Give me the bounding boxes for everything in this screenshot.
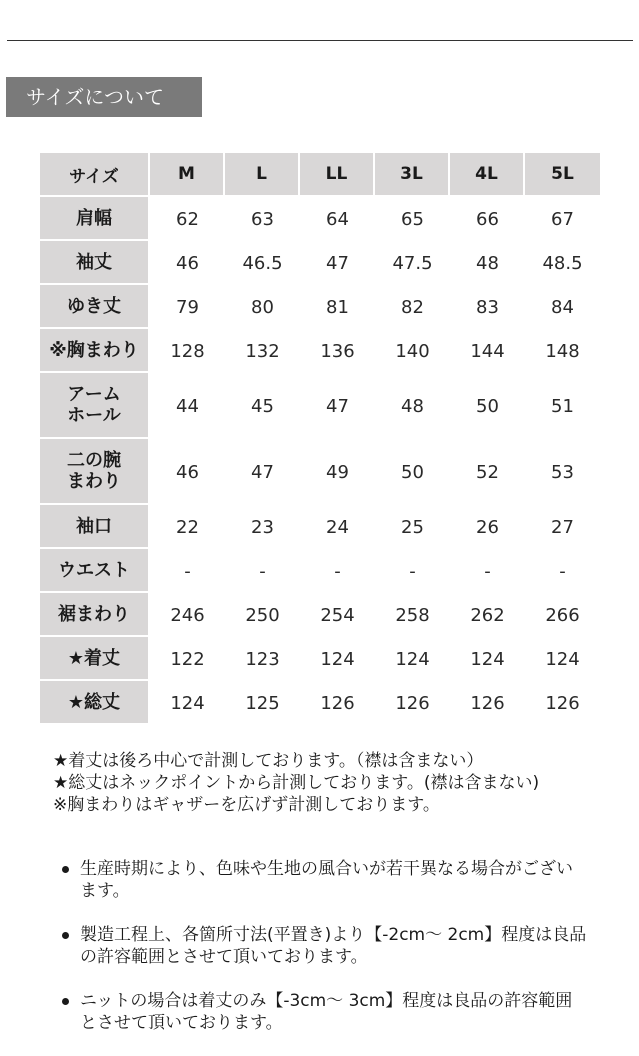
- table-row: [40, 373, 600, 439]
- table-cell: 46: [176, 461, 199, 483]
- row-label: ※胸まわり: [40, 329, 150, 373]
- table-cell: -: [559, 560, 566, 582]
- table-row: [40, 241, 600, 285]
- table-cell: 62: [176, 208, 199, 230]
- table-cell: 80: [251, 296, 274, 318]
- table-cell: 124: [320, 648, 355, 670]
- table-row: [40, 439, 600, 505]
- table-cell: 258: [395, 604, 430, 626]
- table-cell: 53: [551, 461, 574, 483]
- table-cell: 48: [401, 395, 424, 417]
- table-row: [40, 593, 600, 637]
- table-cell: 126: [395, 692, 430, 714]
- table-cell: 27: [551, 516, 574, 538]
- size-col-header: 5L: [525, 153, 600, 197]
- size-col-header: LL: [300, 153, 375, 197]
- table-cell: 50: [401, 461, 424, 483]
- table-row: [40, 549, 600, 593]
- table-cell: 262: [470, 604, 505, 626]
- table-cell: 140: [395, 340, 430, 362]
- table-cell: 25: [401, 516, 424, 538]
- row-label: ★着丈: [40, 637, 150, 681]
- table-cell: 124: [545, 648, 580, 670]
- bullet-dot-icon: [62, 866, 69, 873]
- table-cell: 48.5: [542, 252, 583, 274]
- table-cell: 64: [326, 208, 349, 230]
- table-cell: 81: [326, 296, 349, 318]
- disclaimer-list: [58, 858, 588, 1056]
- table-cell: 246: [170, 604, 205, 626]
- table-cell: 79: [176, 296, 199, 318]
- row-label-line: アーム: [67, 384, 121, 405]
- table-cell: 63: [251, 208, 274, 230]
- table-cell: 144: [470, 340, 505, 362]
- table-cell: 125: [245, 692, 280, 714]
- row-label: [40, 373, 150, 439]
- table-cell: 46: [176, 252, 199, 274]
- table-row: [40, 681, 600, 725]
- size-col-header: M: [150, 153, 225, 197]
- table-cell: 23: [251, 516, 274, 538]
- size-col-header: L: [225, 153, 300, 197]
- section-heading: サイズについて: [6, 77, 202, 117]
- table-cell: 124: [470, 648, 505, 670]
- table-cell: -: [334, 560, 341, 582]
- table-cell: 47.5: [392, 252, 433, 274]
- table-cell: 47: [251, 461, 274, 483]
- table-cell: 250: [245, 604, 280, 626]
- measurement-notes: [53, 750, 593, 816]
- top-divider: [7, 40, 633, 41]
- table-cell: 50: [476, 395, 499, 417]
- row-label: 袖丈: [40, 241, 150, 285]
- size-table: [40, 153, 600, 725]
- row-label: ★総丈: [40, 681, 150, 725]
- table-cell: 26: [476, 516, 499, 538]
- note-line: ★着丈は後ろ中心で計測しております。（襟は含まない）: [53, 751, 484, 771]
- table-cell: -: [409, 560, 416, 582]
- list-item: [58, 858, 588, 902]
- table-cell: 45: [251, 395, 274, 417]
- table-cell: 126: [320, 692, 355, 714]
- size-col-header: 4L: [450, 153, 525, 197]
- row-label: [40, 439, 150, 505]
- table-cell: 66: [476, 208, 499, 230]
- table-cell: 49: [326, 461, 349, 483]
- table-cell: 123: [245, 648, 280, 670]
- row-label-line: ホール: [67, 405, 121, 426]
- bullet-dot-icon: [62, 998, 69, 1005]
- table-cell: 254: [320, 604, 355, 626]
- size-col-header: 3L: [375, 153, 450, 197]
- table-cell: 136: [320, 340, 355, 362]
- table-cell: 47: [326, 252, 349, 274]
- table-cell: -: [484, 560, 491, 582]
- table-cell: 124: [395, 648, 430, 670]
- note-line: ★総丈はネックポイントから計測しております。(襟は含まない): [53, 773, 540, 793]
- table-cell: 47: [326, 395, 349, 417]
- list-item-text: 製造工程上、各箇所寸法(平置き)より【-2cm～ 2cm】程度は良品の許容範囲とさせて頂いております。: [80, 925, 587, 967]
- table-cell: 126: [545, 692, 580, 714]
- table-cell: 44: [176, 395, 199, 417]
- table-cell: 24: [326, 516, 349, 538]
- table-row: [40, 329, 600, 373]
- table-cell: 51: [551, 395, 574, 417]
- table-cell: 22: [176, 516, 199, 538]
- table-cell: 124: [170, 692, 205, 714]
- row-label-line: まわり: [67, 471, 121, 492]
- table-cell: 84: [551, 296, 574, 318]
- table-row: [40, 285, 600, 329]
- table-cell: 128: [170, 340, 205, 362]
- table-cell: 122: [170, 648, 205, 670]
- table-cell: 132: [245, 340, 280, 362]
- list-item-text: ニットの場合は着丈のみ【-3cm～ 3cm】程度は良品の許容範囲とさせて頂いております。: [80, 991, 573, 1033]
- row-label: 裾まわり: [40, 593, 150, 637]
- table-row: [40, 505, 600, 549]
- table-cell: 266: [545, 604, 580, 626]
- table-row: [40, 637, 600, 681]
- list-item: [58, 990, 588, 1034]
- note-line: ※胸まわりはギャザーを広げず計測しております。: [53, 795, 440, 815]
- table-cell: 148: [545, 340, 580, 362]
- row-label: 袖口: [40, 505, 150, 549]
- table-cell: -: [184, 560, 191, 582]
- table-row: [40, 197, 600, 241]
- table-cell: 82: [401, 296, 424, 318]
- row-label: 肩幅: [40, 197, 150, 241]
- list-item: [58, 924, 588, 968]
- table-cell: 52: [476, 461, 499, 483]
- table-cell: 67: [551, 208, 574, 230]
- row-label: ウエスト: [40, 549, 150, 593]
- size-corner-cell: サイズ: [40, 153, 150, 197]
- table-cell: 46.5: [242, 252, 283, 274]
- table-cell: 126: [470, 692, 505, 714]
- size-header-row: [40, 153, 600, 197]
- bullet-dot-icon: [62, 932, 69, 939]
- table-cell: 48: [476, 252, 499, 274]
- table-cell: -: [259, 560, 266, 582]
- row-label-line: 二の腕: [67, 450, 121, 471]
- table-cell: 65: [401, 208, 424, 230]
- table-cell: 83: [476, 296, 499, 318]
- row-label: ゆき丈: [40, 285, 150, 329]
- list-item-text: 生産時期により、色味や生地の風合いが若干異なる場合がございます。: [80, 859, 573, 901]
